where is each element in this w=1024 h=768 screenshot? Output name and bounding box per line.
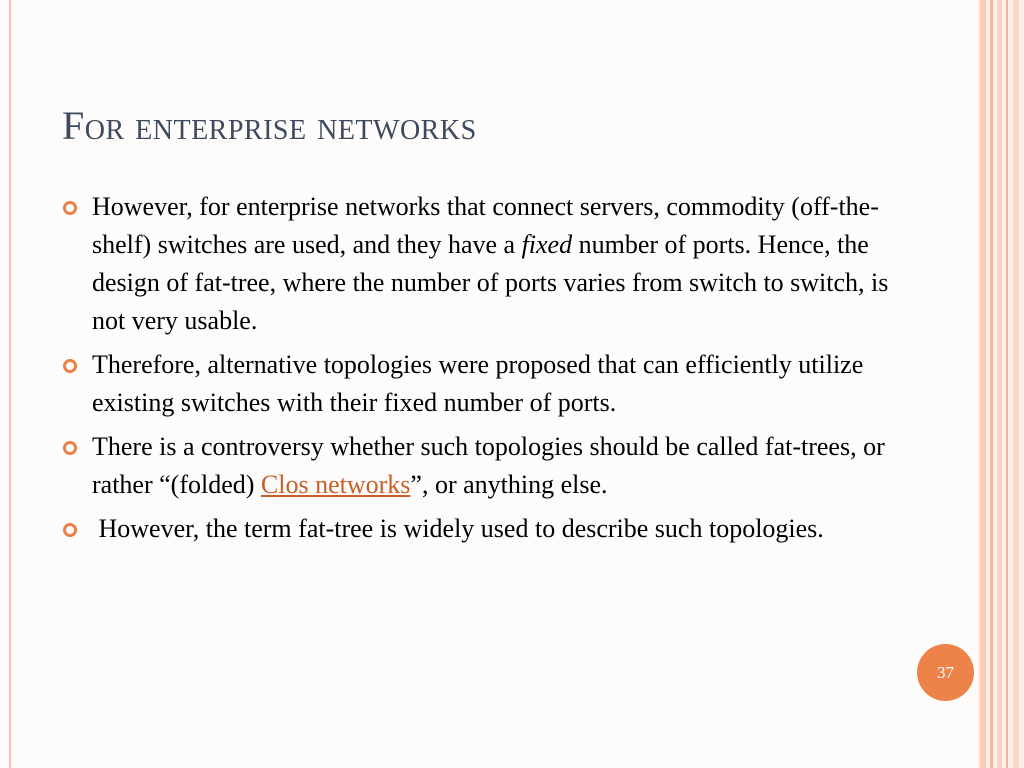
bullet-text: number of ports. Hence, the design of fat-tree, where the number of ports varies from switch to switch, is not very usable. bbox=[92, 230, 889, 335]
bullet-circle-icon bbox=[63, 441, 77, 455]
bullet-item bbox=[62, 346, 902, 422]
bullet-circle-icon bbox=[63, 359, 77, 373]
bullet-text: ”, or anything else. bbox=[410, 470, 608, 499]
right-stripe bbox=[980, 0, 986, 768]
right-stripe bbox=[997, 0, 1002, 768]
bullet-item bbox=[62, 510, 902, 548]
bullet-circle-icon bbox=[63, 523, 77, 537]
right-stripe bbox=[1013, 0, 1019, 768]
bullet-list bbox=[62, 188, 902, 554]
bullet-text: However, for enterprise networks that connect servers, commodity (off-the-shelf) switches are used, and they have a bbox=[92, 192, 879, 259]
bullet-item bbox=[62, 428, 902, 504]
bullet-text: Therefore, alternative topologies were proposed that can efficiently utilize existing switches with their fixed number of ports. bbox=[92, 350, 864, 417]
page-number-badge: 37 bbox=[917, 644, 974, 701]
right-stripe bbox=[1006, 0, 1008, 768]
clos-networks-link[interactable]: Clos networks bbox=[260, 470, 411, 499]
slide-title: For enterprise networks bbox=[62, 103, 477, 148]
right-stripe bbox=[990, 0, 993, 768]
emphasized-text: fixed bbox=[521, 230, 573, 259]
bullet-text: However, the term fat-tree is widely used to describe such topologies. bbox=[92, 514, 824, 543]
bullet-item bbox=[62, 188, 902, 340]
bullet-circle-icon bbox=[63, 201, 77, 215]
left-border-line bbox=[9, 0, 11, 768]
bullet-text: There is a controversy whether such topologies should be called fat-trees, or rather “(folded) bbox=[92, 432, 885, 499]
